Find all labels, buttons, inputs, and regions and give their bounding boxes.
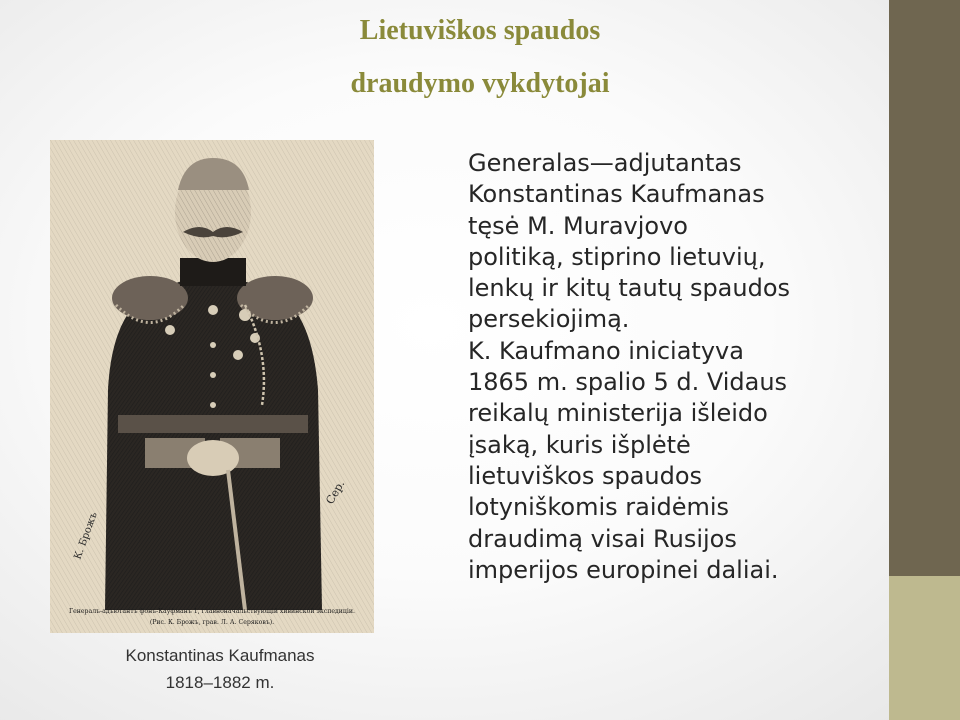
title-line-2: draudymo vykdytojai <box>350 68 610 99</box>
portrait-caption <box>50 642 390 696</box>
body-line: draudimą visai Rusijos <box>468 524 737 553</box>
body-text <box>468 148 868 586</box>
engraving-signature-right: Сер. <box>323 477 348 507</box>
body-line: lietuviškos spaudos <box>468 461 703 490</box>
caption-years: 1818–1882 m. <box>165 673 275 692</box>
body-line: tęsė M. Muravjovo <box>468 211 688 240</box>
body-line: lenkų ir kitų tautų spaudos <box>468 274 791 303</box>
body-line: K. Kaufmano iniciatyva <box>468 336 744 365</box>
body-line: politiką, stiprino lietuvių, <box>468 242 766 271</box>
caption-name: Konstantinas Kaufmanas <box>125 646 315 665</box>
body-line: 1865 m. spalio 5 d. Vidaus <box>468 368 788 397</box>
engraving-caption-1: Генералъ-адъютантъ фонъ-Кауфманъ 1, главноначальствующій хивинской экспедиціи. <box>69 608 355 615</box>
body-line: Generalas—adjutantas <box>468 149 742 177</box>
engraving-signature-left: К. Брожъ <box>72 510 100 562</box>
body-line: reikalų ministerija išleido <box>468 399 768 428</box>
body-line: persekiojimą. <box>468 305 630 334</box>
portrait-image <box>50 140 374 633</box>
slide-title <box>250 4 710 110</box>
engraving-caption-2: (Рис. К. Брожъ, грав. Л. А. Серяковъ). <box>149 619 275 626</box>
body-line: įsaką, kuris išplėtė <box>468 430 691 459</box>
body-line: lotyniškomis raidėmis <box>468 493 730 522</box>
sidebar-accent-light <box>889 576 960 720</box>
title-line-1: Lietuviškos spaudos <box>359 15 601 46</box>
sidebar-accent-dark <box>889 0 960 576</box>
body-line: imperijos europinei daliai. <box>468 555 779 584</box>
body-line: Konstantinas Kaufmanas <box>468 180 765 209</box>
